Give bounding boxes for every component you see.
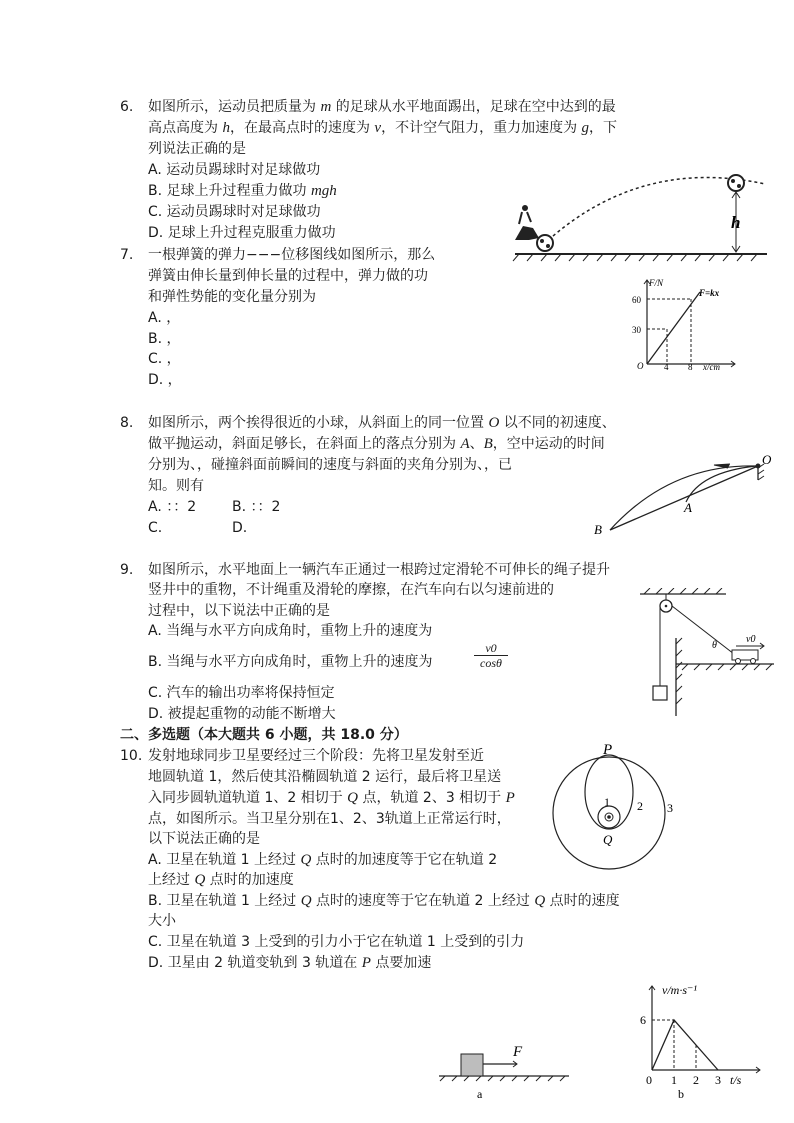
q7-number: 7. [120, 247, 134, 263]
ball-start [537, 235, 553, 251]
q10-line4: 点，如图所示。当卫星分别在1、2、3轨道上正常运行时， [148, 811, 511, 827]
q9-number: 9. [120, 562, 134, 578]
height-label: h [731, 213, 741, 232]
q8-line3: 分别为、，碰撞斜面前瞬间的速度与斜面的夹角分别为、，已 [148, 457, 512, 473]
vt-ytick-6: 6 [640, 1013, 646, 1027]
figure-b-caption: b [678, 1087, 684, 1101]
q9-line2: 竖井中的重物，不计绳重及滑轮的摩擦，在汽车向右以匀速前进的 [148, 582, 554, 598]
q9-pulley-figure [636, 588, 776, 720]
hanging-weight [653, 686, 667, 700]
q8-option-c: C. [148, 520, 163, 536]
q7-line3: 和弹性势能的变化量分别为 [148, 289, 316, 305]
q6-option-a: A. 运动员踢球时对足球做功 [148, 162, 321, 178]
q6-option-b: B. 足球上升过程重力做功 mgh [148, 183, 337, 199]
force-label: F [513, 1044, 523, 1060]
q6-option-d: D. 足球上升过程克服重力做功 [148, 225, 336, 241]
q9-fraction [474, 641, 508, 670]
q9-option-d: D. 被提起重物的动能不断增大 [148, 706, 336, 722]
q7-xtick-8: 8 [688, 362, 693, 372]
q7-xlabel: x/cm [703, 362, 720, 372]
q10-number: 10. [120, 748, 143, 764]
q6-line3: 列说法正确的是 [148, 141, 246, 157]
section-multiple-choice-heading: 二、多选题（本大题共 6 小题，共 18.0 分） [120, 727, 408, 743]
figure-a-block [435, 1040, 575, 1102]
q10-option-d: D. 卫星由 2 轨道变轨到 3 轨道在 P 点要加速 [148, 955, 432, 971]
q8-number: 8. [120, 415, 134, 431]
q7-spring-graph [625, 274, 740, 374]
q6-number: 6. [120, 99, 134, 115]
q8-incline-figure [590, 452, 775, 537]
q10-option-a-line1: A. 卫星在轨道 1 上经过 Q 点时的加速度等于它在轨道 2 [148, 852, 498, 868]
q9-theta-label: θ [712, 640, 717, 651]
vt-ylabel: v/m·s⁻¹ [662, 983, 697, 997]
q7-formula: F=kx [699, 288, 720, 298]
vt-origin: 0 [646, 1073, 652, 1087]
q8-label-b: B [594, 522, 602, 537]
q10-line5: 以下说法正确的是 [148, 831, 260, 847]
q10-line3: 入同步圆轨道轨道 1、2 相切于 Q 点，轨道 2、3 相切于 P [148, 790, 515, 806]
q8-option-b: B. ：：2 [232, 499, 281, 515]
ball-top [728, 175, 744, 191]
q9-option-b: B. 当绳与水平方向成角时，重物上升的速度为 [148, 654, 433, 670]
q10-label-2: 2 [637, 799, 643, 813]
q7-option-d: D. ， [148, 372, 182, 388]
q10-option-a-line2: 上经过 Q 点时的加速度 [148, 872, 294, 888]
q7-ylabel: F/N [649, 278, 664, 288]
q10-label-1: 1 [604, 795, 610, 809]
q7-option-b: B. ， [148, 331, 181, 347]
q7-ytick-60: 60 [632, 295, 641, 305]
q8-line2: 做平抛运动，斜面足够长，在斜面上的落点分别为 A、B，空中运动的时间 [148, 436, 605, 452]
vt-xtick-1: 1 [671, 1073, 677, 1087]
q6-line1: 如图所示，运动员把质量为 m 的足球从水平地面踢出，足球在空中达到的最 [148, 99, 616, 115]
q10-option-b-line2: 大小 [148, 913, 176, 929]
q7-option-c: C. ， [148, 351, 181, 367]
q8-line4: 知。则有 [148, 478, 204, 494]
q8-label-o: O [762, 452, 772, 467]
q10-option-c: C. 卫星在轨道 3 上受到的引力小于它在轨道 1 上受到的引力 [148, 934, 525, 950]
player-figure [515, 205, 539, 240]
q8-option-d: D. [232, 520, 248, 536]
q6-soccer-figure [505, 168, 775, 263]
q10-option-b-line1: B. 卫星在轨道 1 上经过 Q 点时的速度等于它在轨道 2 上经过 Q 点时的速度 [148, 893, 620, 909]
q9-fraction-numerator: v0 [474, 641, 508, 656]
q10-line1: 发射地球同步卫星要经过三个阶段：先将卫星发射至近 [148, 748, 484, 764]
q8-option-a: A. ：：2 [148, 499, 197, 515]
figure-a-caption: a [477, 1087, 483, 1101]
q6-line2: 高点高度为 h，在最高点时的速度为 v，不计空气阻力，重力加速度为 g，下 [148, 120, 618, 136]
q8-line1: 如图所示，两个挨得很近的小球，从斜面上的同一位置 O 以不同的初速度、 [148, 415, 616, 431]
q8-label-a: A [684, 500, 692, 515]
q9-option-a: A. 当绳与水平方向成角时，重物上升的速度为 [148, 623, 433, 639]
q7-line1: 一根弹簧的弹力−−−位移图线如图所示，那么 [148, 247, 436, 263]
vt-xtick-3: 3 [715, 1073, 721, 1087]
q7-line2: 弹簧由伸长量到伸长量的过程中，弹力做的功 [148, 268, 428, 284]
q7-xtick-4: 4 [664, 362, 669, 372]
q10-line2: 地圆轨道 1，然后使其沿椭圆轨道 2 运行，最后将卫星送 [148, 769, 502, 785]
q10-label-q: Q [603, 832, 613, 847]
q9-option-c: C. 汽车的输出功率将保持恒定 [148, 685, 335, 701]
vt-xtick-2: 2 [693, 1073, 699, 1087]
velocity-series-line [652, 1020, 718, 1070]
q7-origin: O [637, 361, 644, 371]
q9-line1: 如图所示，水平地面上一辆汽车正通过一根跨过定滑轮不可伸长的绳子提升 [148, 562, 610, 578]
q9-fraction-denominator: cosθ [480, 656, 502, 670]
figure-b-vt-chart [630, 980, 765, 1105]
q9-line3: 过程中，以下说法中正确的是 [148, 603, 330, 619]
q10-label-3: 3 [667, 801, 673, 815]
vt-xlabel: t/s [730, 1073, 742, 1087]
q10-label-p: P [603, 742, 613, 758]
q7-option-a: A. ， [148, 310, 181, 326]
q10-orbit-figure [545, 738, 680, 880]
q7-ytick-30: 30 [632, 325, 641, 335]
q9-v0-label: v0 [746, 634, 756, 645]
q6-option-c: C. 运动员踢球时对足球做功 [148, 204, 321, 220]
block [461, 1054, 483, 1076]
